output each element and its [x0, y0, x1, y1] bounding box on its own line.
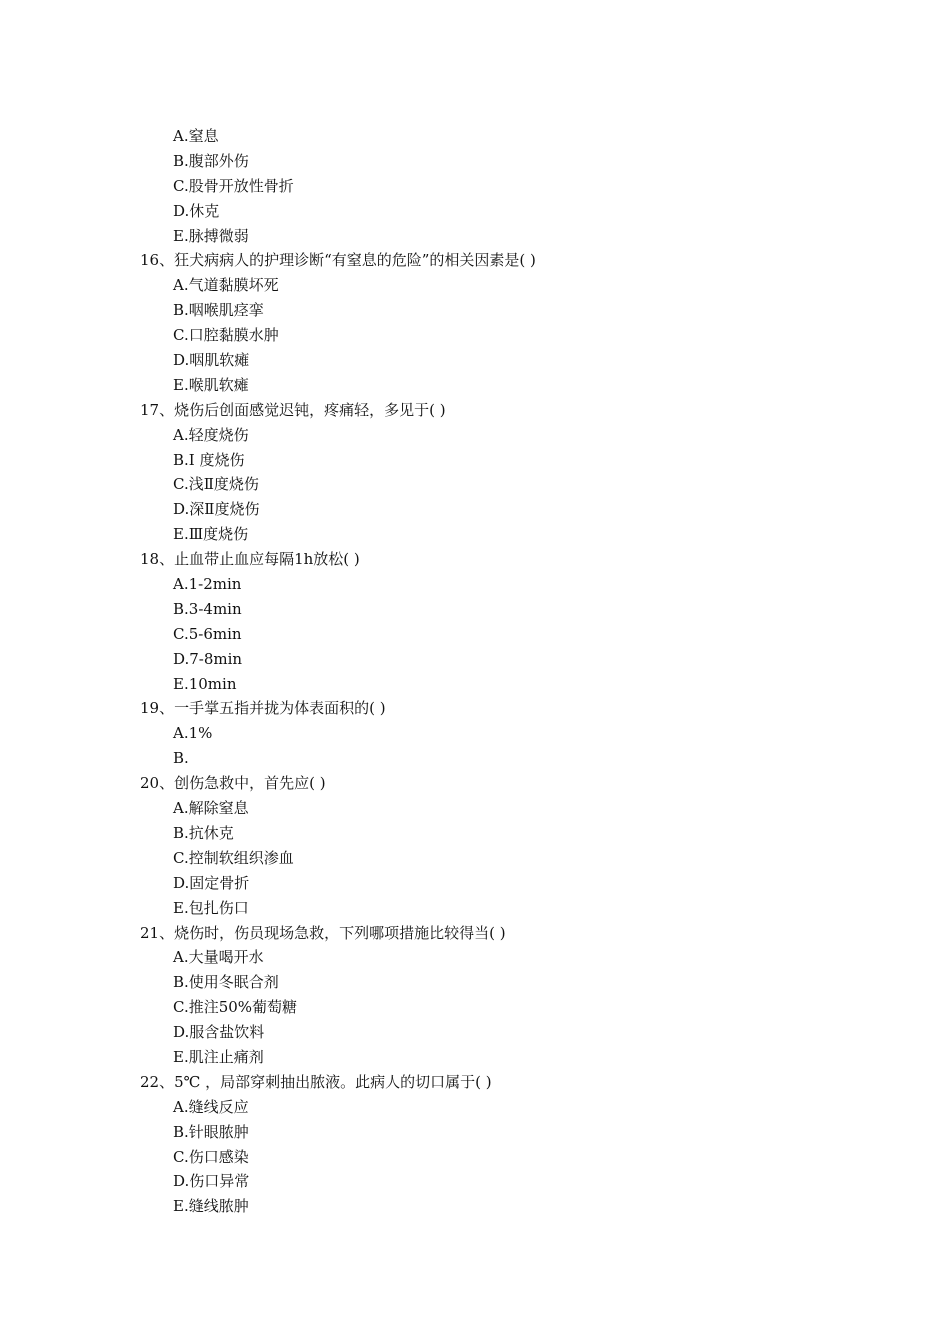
answer-option: B.使用冬眠合剂	[173, 973, 279, 992]
answer-option: B.腹部外伤	[173, 151, 249, 170]
answer-option: C.股骨开放性骨折	[173, 176, 294, 195]
answer-option: C.5-6min	[173, 624, 242, 643]
question-stem: 22、5℃ ，局部穿刺抽出脓液。此病人的切口属于( )	[140, 1072, 492, 1091]
answer-option: C.推注50%葡萄糖	[173, 998, 298, 1017]
answer-option: A.轻度烧伤	[173, 425, 249, 444]
answer-option: C.口腔黏膜水肿	[173, 326, 279, 345]
answer-option: D.伤口异常	[173, 1172, 250, 1191]
answer-option: E.Ⅲ度烧伤	[173, 525, 249, 544]
answer-option: A.1%	[173, 724, 213, 743]
answer-option: A.1-2min	[173, 575, 242, 594]
answer-option: B.针眼脓肿	[173, 1122, 249, 1141]
answer-option: E.肌注止痛剂	[173, 1047, 264, 1066]
answer-option: A.窒息	[173, 127, 219, 145]
answer-option: E.喉肌软瘫	[173, 375, 249, 394]
answer-option: C.伤口感染	[173, 1147, 249, 1166]
answer-option: B.	[173, 749, 189, 768]
answer-option: D.深Ⅱ度烧伤	[173, 500, 260, 519]
answer-option: E.包扎伤口	[173, 898, 249, 917]
question-stem: 19、一手掌五指并拢为体表面积的( )	[140, 699, 386, 718]
answer-option: D.固定骨折	[173, 873, 250, 892]
answer-option: A.大量喝开水	[173, 948, 264, 967]
question-stem: 18、止血带止血应每隔1h放松( )	[140, 550, 360, 569]
answer-option: D.7-8min	[173, 649, 243, 668]
answer-option: D.咽肌软瘫	[173, 351, 250, 370]
answer-option: C.浅Ⅱ度烧伤	[173, 475, 259, 494]
question-list	[140, 124, 840, 1219]
answer-option: C.控制软组织渗血	[173, 848, 294, 867]
answer-option: B.3-4min	[173, 599, 242, 618]
answer-option: D.休克	[173, 201, 220, 220]
answer-option: D.服含盐饮料	[173, 1023, 265, 1042]
question-stem: 20、创伤急救中，首先应( )	[140, 774, 326, 793]
answer-option: E.脉搏微弱	[173, 226, 249, 245]
answer-option: A.气道黏膜坏死	[173, 276, 279, 295]
answer-option: A.缝线反应	[173, 1097, 249, 1116]
answer-option: E.缝线脓肿	[173, 1197, 249, 1216]
answer-option: A.解除窒息	[173, 799, 249, 818]
answer-option: B.抗休克	[173, 823, 234, 842]
answer-option: B.咽喉肌痉挛	[173, 301, 264, 320]
question-stem: 16、狂犬病病人的护理诊断“有窒息的危险”的相关因素是( )	[140, 251, 536, 270]
question-stem: 21、烧伤时，伤员现场急救，下列哪项措施比较得当( )	[140, 923, 506, 942]
answer-option: E.10min	[173, 674, 237, 693]
answer-option: B.Ⅰ 度烧伤	[173, 450, 245, 469]
question-stem: 17、烧伤后创面感觉迟钝，疼痛轻，多见于( )	[140, 400, 446, 419]
